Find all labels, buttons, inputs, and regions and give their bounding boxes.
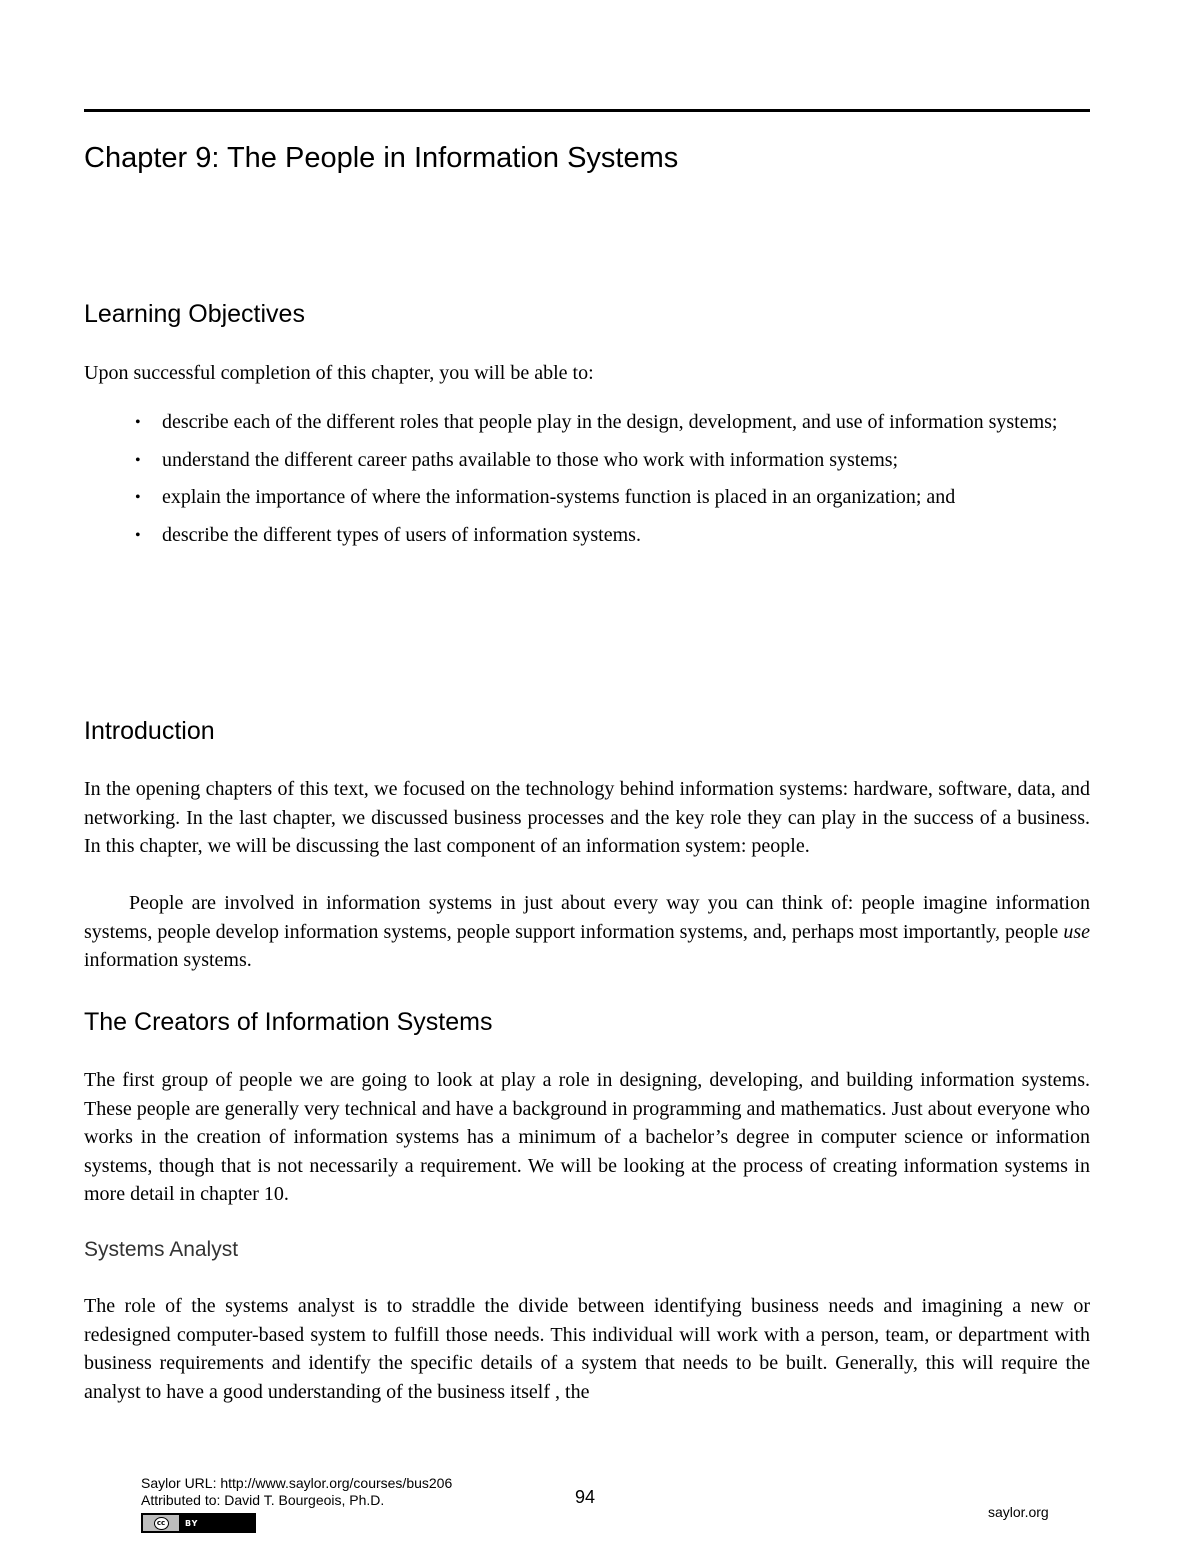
learning-objectives-heading: Learning Objectives <box>84 300 305 328</box>
introduction-heading: Introduction <box>84 717 215 745</box>
list-item: • describe the different types of users of information systems. <box>135 517 1065 555</box>
introduction-paragraph-1: In the opening chapters of this text, we focused on the technology behind information systems: hardware, software, data, and networking. In the last chapter, we discussed business processes and the key role they can play in the success of a business. In this chapter, we will be discussing the last component of an information system: people. <box>84 778 1090 857</box>
footer-site: saylor.org <box>988 1504 1049 1520</box>
footer-url: Saylor URL: http://www.saylor.org/courses/bus206 <box>141 1475 453 1491</box>
bullet-icon: • <box>135 451 141 469</box>
chapter-title: Chapter 9: The People in Information Systems <box>84 142 679 174</box>
systems-analyst-heading: Systems Analyst <box>84 1238 239 1261</box>
systems-analyst-paragraph: The role of the systems analyst is to straddle the divide between identifying business needs and imagining a new or redesigned computer-based system to fulfill those needs. This individual will work with a person, team, or department with business requirements and identify the specific details of a system that needs to be built. Generally, this will require the analyst to have a good understanding of the business itself , the <box>84 1295 1090 1403</box>
by-label: BY <box>185 1518 199 1528</box>
learning-objectives-intro: Upon successful completion of this chapter, you will be able to: <box>84 362 594 384</box>
cc-label: cc <box>154 1517 169 1530</box>
bullet-icon: • <box>135 414 141 431</box>
objectives-list <box>135 404 1065 554</box>
list-item: • explain the importance of where the information-systems function is placed in an organization; and <box>135 479 1065 517</box>
list-item: • understand the different career paths available to those who work with information systems; <box>135 442 1065 480</box>
footer-attribution: Attributed to: David T. Bourgeois, Ph.D. <box>141 1492 385 1508</box>
bullet-icon: • <box>135 526 141 544</box>
bullet-icon: • <box>135 489 141 506</box>
header-rule <box>84 109 1090 112</box>
creators-paragraph: The first group of people we are going to look at play a role in designing, developing, and building information systems. These people are generally very technical and have a background in programming and mathematics. Just about everyone who works in the creation of information systems has a minimum of a bachelor’s degree in computer science or information systems, though that is not necessarily a requirement. We will be looking at the process of creating information systems in more detail in chapter 10. <box>84 1069 1090 1205</box>
emphasis-use: use <box>1063 920 1090 943</box>
creators-heading: The Creators of Information Systems <box>84 1008 493 1036</box>
page-number: 94 <box>575 1487 596 1507</box>
cc-by-license-icon <box>141 1513 256 1533</box>
introduction-paragraph-2: People are involved in information systems in just about every way you can think of: people imagine information systems, people develop information systems, people support information systems, and, perhaps most importantly, people use information systems. <box>84 892 1090 971</box>
list-item: • describe each of the different roles that people play in the design, development, and use of information systems; <box>135 404 1065 442</box>
footer-attribution-block <box>141 1475 452 1509</box>
